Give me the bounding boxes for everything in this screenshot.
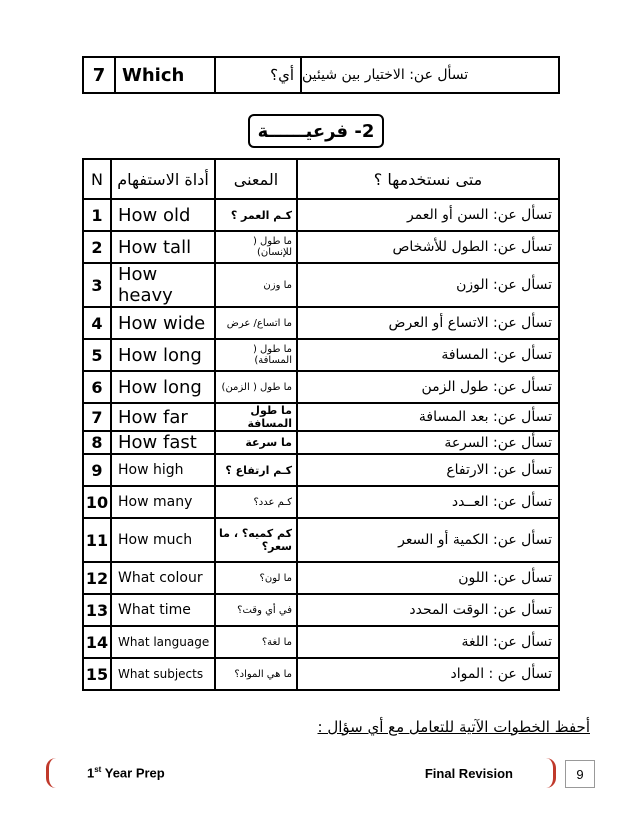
question-word: Which [116, 58, 216, 92]
meaning: ما وزن [215, 263, 297, 307]
question-word: How high [111, 454, 215, 486]
table-row [83, 518, 559, 562]
question-word: How old [111, 199, 215, 231]
row-number: 1 [83, 199, 111, 231]
table-row [83, 594, 559, 626]
usage-description: تسأل عن: طول الزمن [297, 371, 559, 403]
usage-description: تسأل عن: المسافة [297, 339, 559, 371]
question-word: How heavy [111, 263, 215, 307]
table-row [83, 371, 559, 403]
meaning: في أي وقت؟ [215, 594, 297, 626]
usage-description: تسأل عن: الاختيار بين شيئين [302, 67, 469, 83]
usage-description: تسأل عن: الاتساع أو العرض [297, 307, 559, 339]
table-row [83, 231, 559, 263]
usage-description: تسأل عن: الوزن [297, 263, 559, 307]
question-word: How many [111, 486, 215, 518]
table-row [83, 199, 559, 231]
question-words-table [82, 158, 560, 691]
meaning: كـم ارتفاع ؟ [215, 454, 297, 486]
usage-description: تسأل عن: الارتفاع [297, 454, 559, 486]
table-row [83, 307, 559, 339]
table-row [83, 431, 559, 454]
usage-description: تسأل عن: الكمية أو السعر [297, 518, 559, 562]
table-row [83, 486, 559, 518]
usage-description: تسأل عن: بعد المسافة [297, 403, 559, 431]
usage-description: تسأل عن: اللغة [297, 626, 559, 658]
instruction-text: أحفظ الخطوات الآتية للتعامل مع أي سؤال : [317, 718, 590, 736]
row-number: 3 [83, 263, 111, 307]
row-number: 13 [83, 594, 111, 626]
question-word: What colour [111, 562, 215, 594]
header-meaning: المعنى [215, 159, 297, 199]
meaning: ما اتساع/ عرض [215, 307, 297, 339]
row-number: 15 [83, 658, 111, 690]
row-number: 2 [83, 231, 111, 263]
table-row [83, 658, 559, 690]
table-row [83, 454, 559, 486]
question-word: How long [111, 339, 215, 371]
row-number: 8 [83, 431, 111, 454]
row-number: 9 [83, 454, 111, 486]
section-title: 2- فرعيــــــة [248, 114, 384, 148]
meaning: ما هي المواد؟ [215, 658, 297, 690]
usage-description: تسأل عن: اللون [297, 562, 559, 594]
row-number: 7 [83, 403, 111, 431]
table-header-row [83, 159, 559, 199]
meaning: ما طول ( المسافة) [215, 339, 297, 371]
usage-description: تسأل عن: العــدد [297, 486, 559, 518]
question-word: How tall [111, 231, 215, 263]
meaning: ما طول ( الزمن) [215, 371, 297, 403]
meaning: كـم عدد؟ [215, 486, 297, 518]
question-word: What subjects [111, 658, 215, 690]
row-number: 11 [83, 518, 111, 562]
usage-description: تسأل عن : المواد [297, 658, 559, 690]
question-word: What language [111, 626, 215, 658]
table-row [83, 339, 559, 371]
meaning: ما طول المسافة [215, 403, 297, 431]
meaning: ما سرعة [215, 431, 297, 454]
usage-description: تسأل عن: الطول للأشخاص [297, 231, 559, 263]
meaning: كـم العمر ؟ [215, 199, 297, 231]
question-word: How much [111, 518, 215, 562]
table-row [83, 626, 559, 658]
meaning: كم كميه؟ ، ما سعر؟ [215, 518, 297, 562]
question-word: How long [111, 371, 215, 403]
question-word: How fast [111, 431, 215, 454]
page-footer [46, 758, 556, 788]
table-row [83, 403, 559, 431]
header-number: N [83, 159, 111, 199]
row-number: 14 [83, 626, 111, 658]
table-row [83, 562, 559, 594]
top-table-row [82, 56, 560, 94]
row-number: 5 [83, 339, 111, 371]
row-number: 6 [83, 371, 111, 403]
row-number: 10 [83, 486, 111, 518]
meaning: ما لغة؟ [215, 626, 297, 658]
meaning: ما طول ( للإنسان) [215, 231, 297, 263]
question-word: How wide [111, 307, 215, 339]
row-number: 12 [83, 562, 111, 594]
meaning: أي؟ [216, 58, 302, 92]
question-word: How far [111, 403, 215, 431]
header-usage: متى نستخدمها ؟ [297, 159, 559, 199]
usage-description: تسأل عن: السرعة [297, 431, 559, 454]
row-number: 7 [84, 58, 116, 92]
meaning: ما لون؟ [215, 562, 297, 594]
header-question-word: أداة الاستفهام [111, 159, 215, 199]
table-row [83, 263, 559, 307]
footer-title: Final Revision [424, 765, 513, 781]
usage-description: تسأل عن: الوقت المحدد [297, 594, 559, 626]
page-number: 9 [565, 760, 595, 788]
grade-label: 1st Year Prep [87, 765, 165, 781]
row-number: 4 [83, 307, 111, 339]
usage-description: تسأل عن: السن أو العمر [297, 199, 559, 231]
question-word: What time [111, 594, 215, 626]
